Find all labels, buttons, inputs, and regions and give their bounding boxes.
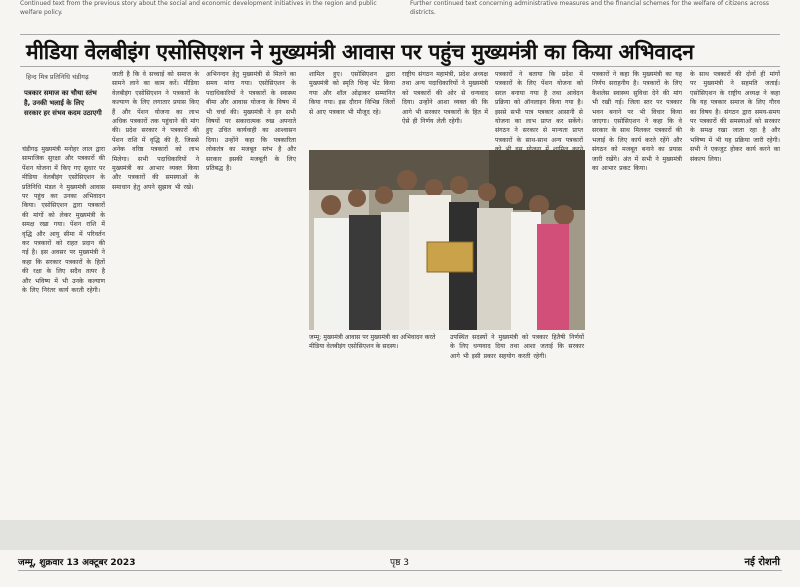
- article-column-5: राष्ट्रीय संगठन महामंत्री, प्रदेश अध्यक्ष तथा अन्य पदाधिकारियों ने मुख्यमंत्री को पत्रकारों की ओर से धन्यवाद दिया। उन्होंने आशा व्यक्त की कि आगे भी सरकार पत्रकारों के हित में ऐसे ही निर्णय लेती रहेगी।: [402, 71, 488, 126]
- page-gap: [0, 520, 800, 550]
- byline: हिन्द मित्र प्रतिनिधि चंडीगढ़: [26, 73, 89, 81]
- news-photo: [309, 150, 585, 330]
- page-number: पृष्ठ 3: [390, 558, 409, 568]
- article-column-4: शामिल हुए। एसोसिएशन द्वारा मुख्यमंत्री को स्मृति चिन्ह भेंट किया गया और शॉल ओढ़ाकर सम्मानित किया गया। इस दौरान विभिन्न जिलों से आए पत्रकार भी मौजूद रहे।: [309, 71, 395, 116]
- newspaper-name: नई रोशनी: [744, 557, 780, 568]
- headline-divider: [20, 66, 780, 67]
- previous-article-text-right: Further continued text concerning administrative measures and the financial schemes for the welfare of citizens across districts.: [410, 0, 769, 16]
- photo-caption: जम्मू: मुख्यमंत्री आवास पर मुख्यमंत्री का अभिवादन करते मीडिया वेलबीइंग एसोसिएशन के सदस्य।: [309, 334, 436, 351]
- article-column-8: के साथ पत्रकारों की दोनों ही मांगों पर मुख्यमंत्री ने सहमति जताई। एसोसिएशन के राष्ट्रीय अध्यक्ष ने कहा कि यह पत्रकार समाज के लिए गौरव का विषय है। संगठन द्वारा समय-समय पर पत्रकारों की समस्याओं को सरकार के समक्ष रखा जाता रहा है और भविष्य में भी यह प्रक्रिया जारी रहेगी। सभी ने एकजुट होकर कार्य करने का संकल्प लिया।: [690, 71, 780, 163]
- previous-article-text: Continued text from the previous story about the social and economic development initiatives in the region and public welfare policy.: [20, 0, 377, 16]
- article-column-3: अभिनन्दन हेतु मुख्यमंत्री से मिलने का समय मांगा गया। एसोसिएशन के पदाधिकारियों ने पत्रकारों के स्वास्थ्य बीमा और आवास योजना के विषय में भी चर्चा की। मुख्यमंत्री ने इन सभी विषयों पर सकारात्मक रुख अपनाते हुए उचित कार्यवाही का आश्वासन दिया। उन्होंने कहा कि पत्रकारिता लोकतंत्र का मजबूत स्तंभ है और सरकार इसकी मजबूती के लिए प्रतिबद्ध है।: [206, 71, 296, 173]
- article-headline: मीडिया वेलबीइंग एसोसिएशन ने मुख्यमंत्री आवास पर पहुंच मुख्यमंत्री का किया अभिवादन: [26, 40, 694, 64]
- article-column-7: पत्रकारों ने कहा कि मुख्यमंत्री का यह निर्णय सराहनीय है। पत्रकारों के लिए कैशलेस स्वास्थ्य सुविधा देने की मांग भी रखी गई। जिला स्तर पर पत्रकार भवन बनाने पर भी विचार किया जाएगा। एसोसिएशन ने कहा कि वे सरकार के साथ मिलकर पत्रकारों की भलाई के लिए कार्य करते रहेंगे और संगठन को मजबूत बनाने का प्रयास जारी रखेंगे। अंत में सभी ने मुख्यमंत्री का आभार प्रकट किया।: [592, 71, 682, 173]
- article-column-6: पत्रकारों ने बताया कि प्रदेश में पत्रकारों के लिए पेंशन योजना को सरल बनाया गया है तथा आवेदन प्रक्रिया को ऑनलाइन किया गया है। इससे सभी पात्र पत्रकार आसानी से योजना का लाभ प्राप्त कर सकेंगे। संगठन ने सरकार से मान्यता प्राप्त पत्रकारों के साथ-साथ अन्य पत्रकारों: [495, 71, 583, 144]
- article-column-1: चंडीगढ़ मुख्यमंत्री मनोहर लाल द्वारा सामाजिक सुरक्षा और पत्रकारों की पेंशन योजना में किए गए सुधार पर मीडिया वेलबीइंग एसोसिएशन के प्रतिनिधि मंडल ने मुख्यमंत्री आवास पर पहुंच कर उनका अभिवादन किया। एसोसिएशन द्वारा पत्रकारों की मांगों को लेकर मुख्यमंत्री के समक्ष रखा गया। पेंशन राशि में वृद्धि और आयु सीमा में परिवर्तन कर पत्रकारों को राहत प्रदान की गई है। इस अवसर पर मुख्यमंत्री ने कहा कि सरकार पत्रकारों के हितों की रक्षा के लिए सदैव तत्पर है और भविष्य में भी उनके कल्याण के लिए निरंतर कार्य करती रहेगी।: [22, 146, 105, 295]
- article-column-under-photo: उपस्थित सदस्यों ने मुख्यमंत्री को पत्रकार हितैषी निर्णयों के लिए धन्यवाद दिया तथा आशा जताई कि सरकार आगे भी इसी प्रकार सहयोग करती रहेगी।: [450, 334, 584, 360]
- issue-date: जम्मू, शुक्रवार 13 अक्टूबर 2023: [18, 558, 136, 568]
- article-column-2: जाती है कि वे सच्चाई को समाज के सामने लाने का काम करें। मीडिया वेलबीइंग एसोसिएशन ने पत्रकारों के कल्याण के लिए लगातार प्रयास किए हैं और पेंशन योजना का लाभ अधिक पत्रकारों तक पहुंचाने की मांग की। प्रदेश सरकार ने पत्रकारों की पेंशन राशि में वृद्धि की है, जिससे अनेक वरिष्ठ पत्रकारों को लाभ मिलेगा। सभी पदाधिकारियों ने मुख्यमंत्री का आभार व्यक्त किया और पत्रकारों की समस्याओं के समाधान हेतु अपने सुझाव भी रखे।: [112, 71, 199, 191]
- divider: [20, 34, 780, 35]
- footer-rule: [18, 570, 782, 571]
- pull-quote: पत्रकार समाज का चौथा स्तंभ है, उनकी भलाई के लिए सरकार हर संभव कदम उठाएगी: [24, 89, 102, 118]
